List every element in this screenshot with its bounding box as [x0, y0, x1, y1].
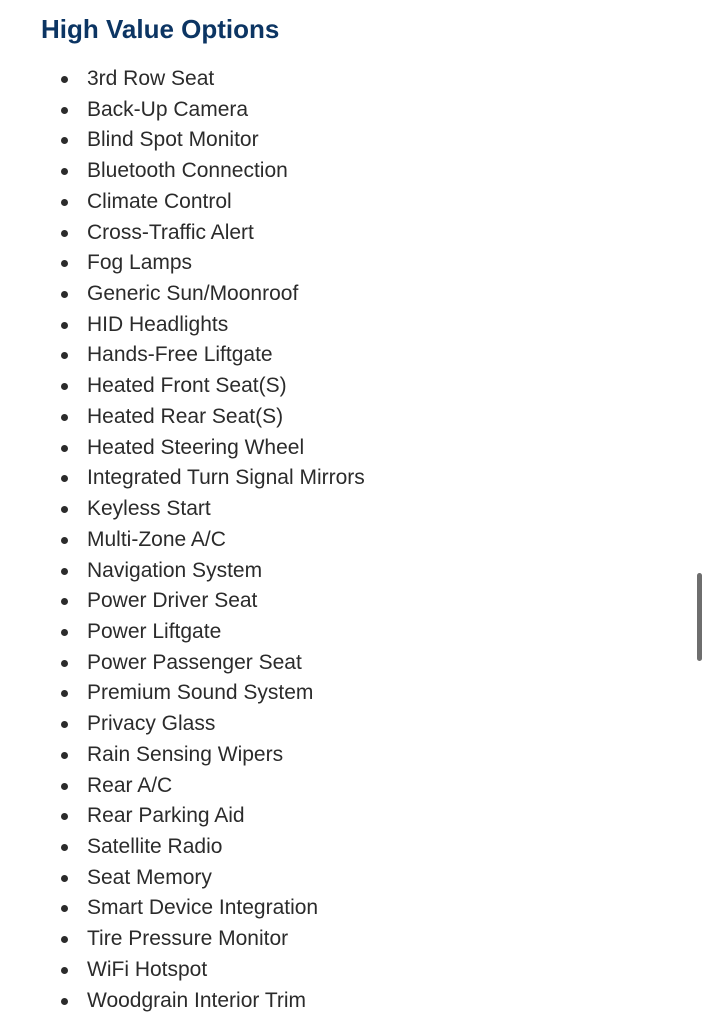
list-item: [0, 248, 365, 279]
bullet-icon: [61, 445, 68, 452]
bullet-icon: [61, 844, 68, 851]
option-label: Heated Rear Seat(S): [87, 404, 284, 428]
list-item: [0, 556, 365, 587]
list-item: [0, 678, 365, 709]
option-label: Back-Up Camera: [87, 97, 249, 121]
option-label: Power Driver Seat: [87, 589, 258, 613]
bullet-icon: [61, 260, 68, 267]
option-label: Blind Spot Monitor: [87, 128, 259, 152]
list-item: [0, 924, 365, 955]
option-label: Satellite Radio: [87, 834, 223, 858]
bullet-icon: [61, 291, 68, 298]
option-label: Tire Pressure Monitor: [87, 927, 289, 951]
bullet-icon: [61, 506, 68, 513]
option-label: WiFi Hotspot: [87, 957, 208, 981]
scrollbar-thumb[interactable]: [697, 573, 702, 661]
list-item: [0, 525, 365, 556]
bullet-icon: [61, 168, 68, 175]
list-item: [0, 955, 365, 986]
list-item: [0, 433, 365, 464]
option-label: Power Passenger Seat: [87, 650, 302, 674]
bullet-icon: [61, 537, 68, 544]
bullet-icon: [61, 875, 68, 882]
list-item: [0, 771, 365, 802]
list-item: [0, 310, 365, 341]
bullet-icon: [61, 352, 68, 359]
list-item: [0, 95, 365, 126]
list-item: [0, 648, 365, 679]
bullet-icon: [61, 414, 68, 421]
option-label: Climate Control: [87, 189, 232, 213]
list-item: [0, 986, 365, 1017]
list-item: [0, 586, 365, 617]
bullet-icon: [61, 383, 68, 390]
bullet-icon: [61, 936, 68, 943]
list-item: [0, 463, 365, 494]
section-title: High Value Options: [41, 14, 280, 44]
option-label: Integrated Turn Signal Mirrors: [87, 466, 365, 490]
option-label: HID Headlights: [87, 312, 229, 336]
bullet-icon: [61, 598, 68, 605]
bullet-icon: [61, 783, 68, 790]
bullet-icon: [61, 475, 68, 482]
list-item: [0, 340, 365, 371]
bullet-icon: [61, 660, 68, 667]
bullet-icon: [61, 137, 68, 144]
list-item: [0, 156, 365, 187]
list-item: [0, 494, 365, 525]
option-label: Smart Device Integration: [87, 896, 319, 920]
list-item: [0, 893, 365, 924]
list-item: [0, 64, 365, 95]
list-item: [0, 187, 365, 218]
option-label: Keyless Start: [87, 497, 211, 521]
option-label: Cross-Traffic Alert: [87, 220, 254, 244]
bullet-icon: [61, 107, 68, 114]
options-list: [0, 64, 365, 1016]
bullet-icon: [61, 721, 68, 728]
list-item: [0, 371, 365, 402]
option-label: Generic Sun/Moonroof: [87, 282, 299, 306]
bullet-icon: [61, 752, 68, 759]
list-item: [0, 402, 365, 433]
list-item: [0, 125, 365, 156]
list-item: [0, 709, 365, 740]
bullet-icon: [61, 998, 68, 1005]
option-label: Rear Parking Aid: [87, 804, 245, 828]
option-label: Navigation System: [87, 558, 263, 582]
option-label: Privacy Glass: [87, 712, 216, 736]
option-label: Rear A/C: [87, 773, 173, 797]
bullet-icon: [61, 322, 68, 329]
bullet-icon: [61, 230, 68, 237]
bullet-icon: [61, 199, 68, 206]
list-item: [0, 740, 365, 771]
option-label: Fog Lamps: [87, 251, 193, 275]
bullet-icon: [61, 690, 68, 697]
bullet-icon: [61, 967, 68, 974]
option-label: Woodgrain Interior Trim: [87, 988, 307, 1012]
bullet-icon: [61, 568, 68, 575]
option-label: Bluetooth Connection: [87, 159, 288, 183]
option-label: Power Liftgate: [87, 619, 222, 643]
option-label: Hands-Free Liftgate: [87, 343, 273, 367]
option-label: Heated Steering Wheel: [87, 435, 305, 459]
bullet-icon: [61, 905, 68, 912]
list-item: [0, 832, 365, 863]
bullet-icon: [61, 629, 68, 636]
list-item: [0, 801, 365, 832]
option-label: Premium Sound System: [87, 681, 314, 705]
list-item: [0, 617, 365, 648]
list-item: [0, 279, 365, 310]
list-item: [0, 863, 365, 894]
bullet-icon: [61, 813, 68, 820]
option-label: 3rd Row Seat: [87, 67, 215, 90]
option-label: Heated Front Seat(S): [87, 374, 287, 398]
option-label: Rain Sensing Wipers: [87, 742, 284, 766]
option-label: Multi-Zone A/C: [87, 527, 226, 551]
option-label: Seat Memory: [87, 865, 212, 889]
list-item: [0, 218, 365, 249]
bullet-icon: [61, 76, 68, 83]
